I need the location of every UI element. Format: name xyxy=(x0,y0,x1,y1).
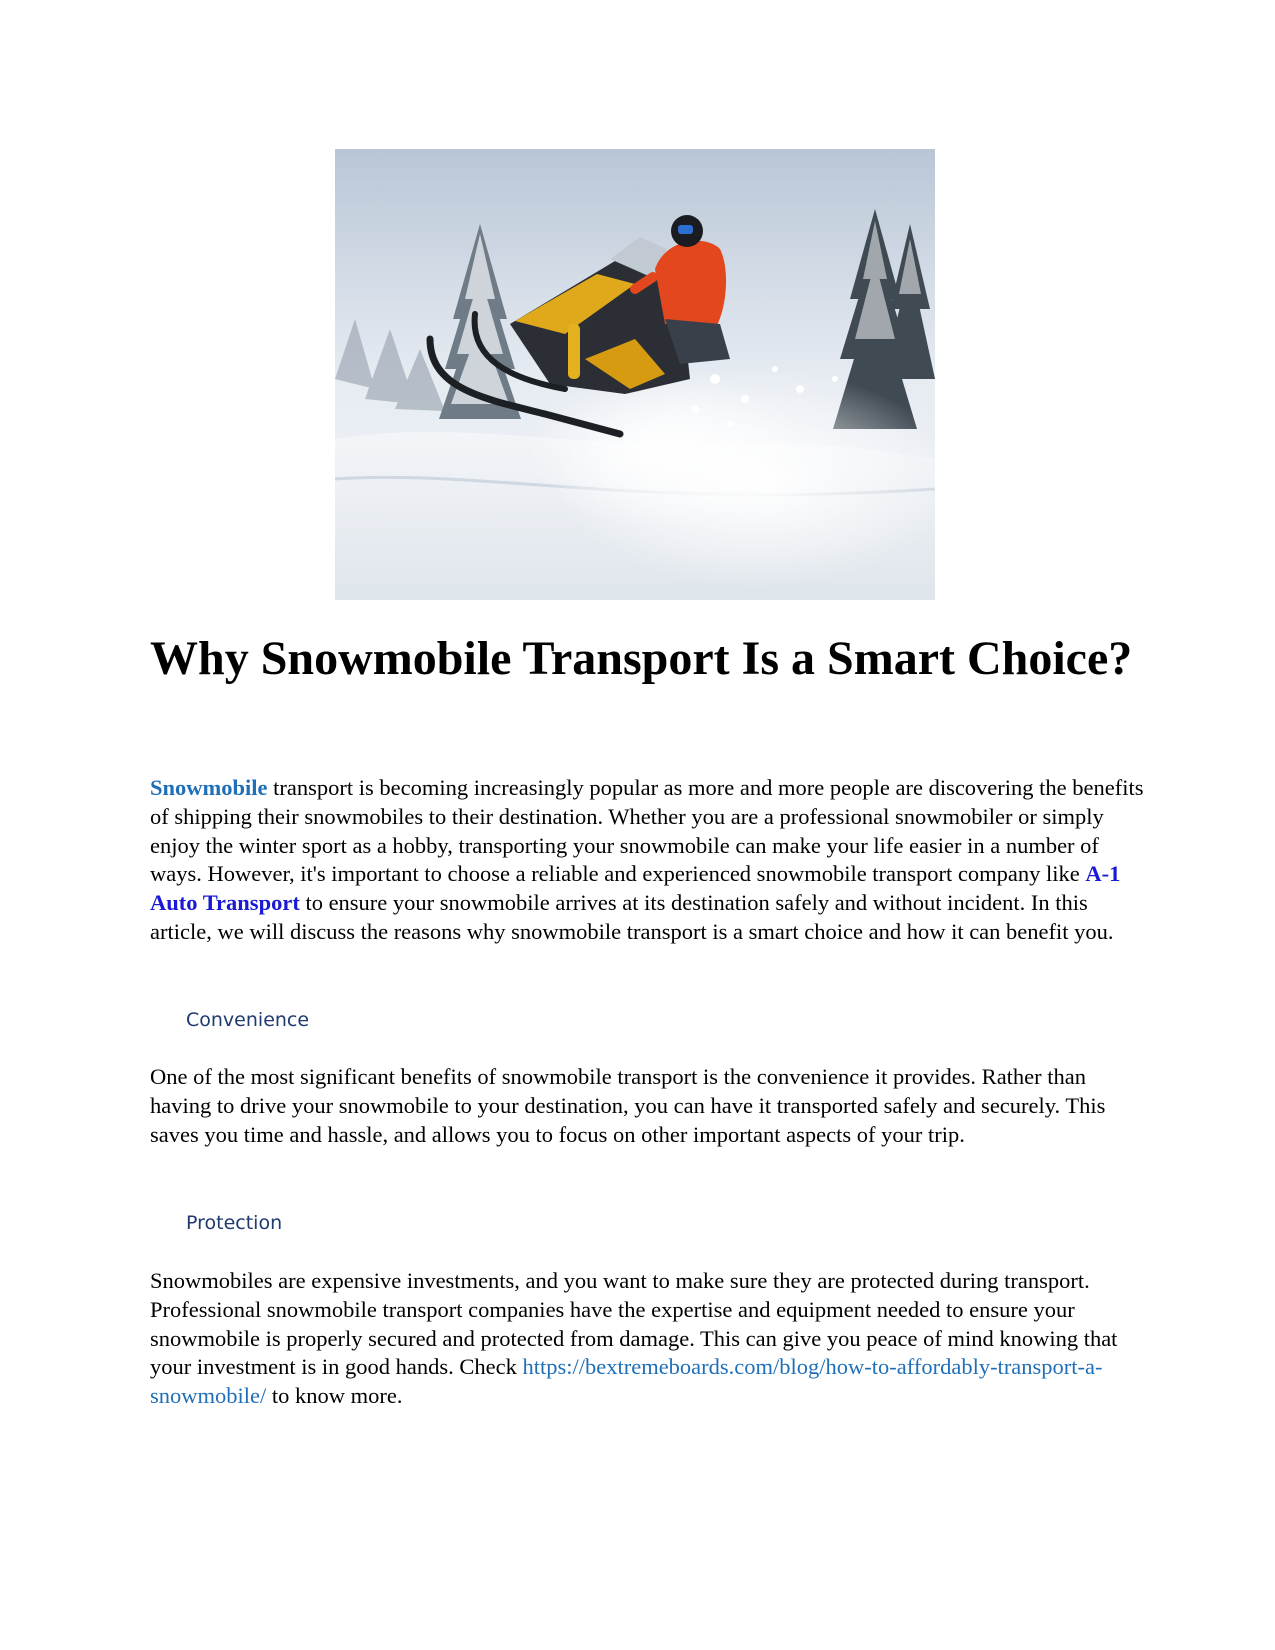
heading-convenience: Convenience xyxy=(186,1009,310,1031)
bextremeboards-link[interactable]: https://bextremeboards.com/blog/how-to-affordably-transport-a-snowmobile/ xyxy=(150,1354,1103,1409)
intro-text-2: to ensure your snowmobile arrives at its destination safely and without incident. In this article, we will discuss the reasons why snowmobile transport is a smart choice and how it can benefit you. xyxy=(150,890,1114,944)
heading-protection: Protection xyxy=(186,1212,283,1234)
intro-text-1: transport is becoming increasingly popular as more and more people are discovering the benefits of shipping their snowmobiles to their destination. Whether you are a professional snowmobiler or simply enjoy the winter sport as a hobby, transporting your snowmobile can make your life easier in a number of ways. However, it's important to choose a reliable and experienced snowmobile transport company like xyxy=(150,775,1144,887)
protection-tail: to know more. xyxy=(266,1383,403,1409)
snowmobile-link[interactable]: Snowmobile xyxy=(150,775,268,800)
protection-paragraph xyxy=(150,1267,1150,1411)
convenience-paragraph: One of the most significant benefits of snowmobile transport is the convenience it provides. Rather than having to drive your snowmobile to your destination, you can have it transported safely and securely. This saves you time and hassle, and allows you to focus on other important aspects of your trip. xyxy=(150,1064,1106,1147)
protection-body: Snowmobiles are expensive investments, and you want to make sure they are protected during transport. Professional snowmobile transport companies have the expertise and equipment needed to ensure your snowmobile is properly secured and protected from damage. This can give you peace of mind knowing that your investment is in good hands. Check xyxy=(150,1268,1118,1380)
hero-image-snowmobile xyxy=(335,149,935,600)
intro-paragraph xyxy=(150,774,1150,947)
a1-auto-transport-link[interactable]: A-1 Auto Transport xyxy=(150,861,1121,916)
page-title: Why Snowmobile Transport Is a Smart Choice? xyxy=(150,632,1133,685)
